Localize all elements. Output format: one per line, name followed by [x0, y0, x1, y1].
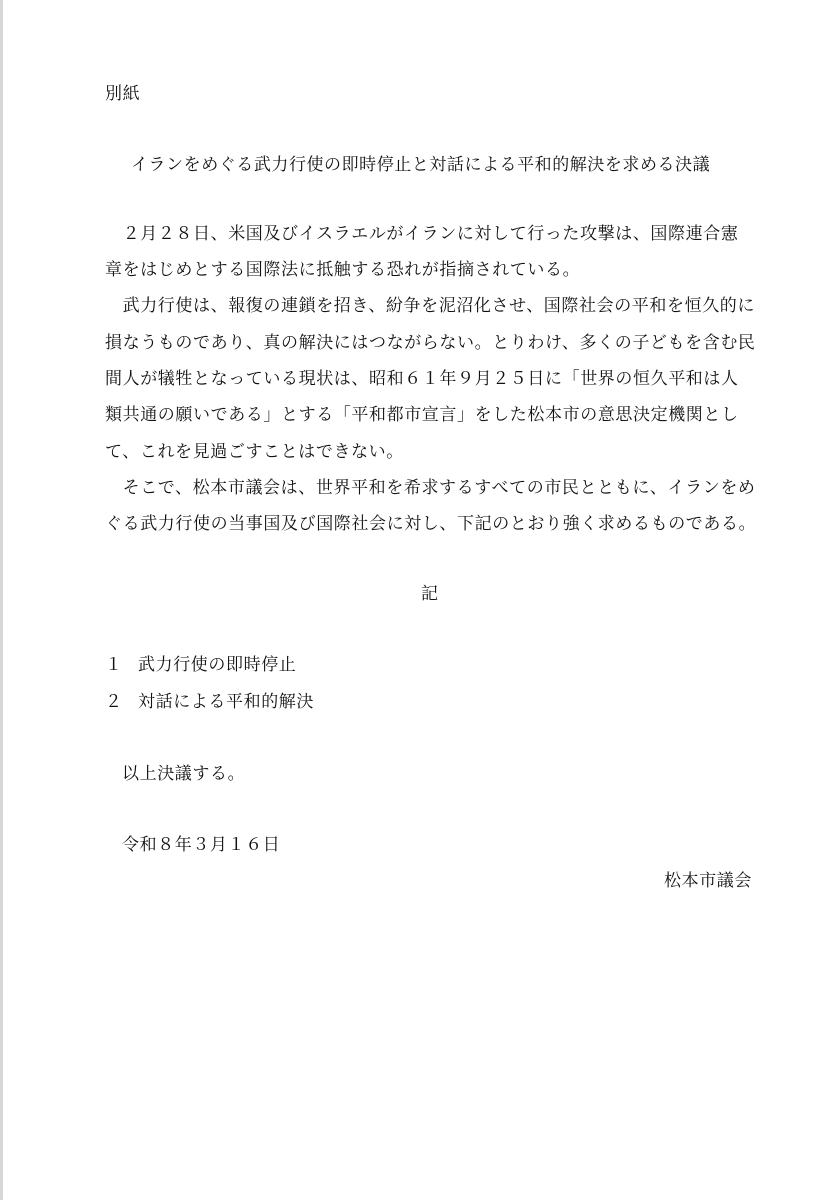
list-item-number: １ [105, 655, 123, 675]
signatory: 松本市議会 [664, 871, 752, 891]
paragraph-line: て、これを見過ごすことはできない。 [105, 442, 404, 462]
paragraph-line: ２月２８日、米国及びイスラエルがイランに対して行った攻撃は、国際連合憲 [105, 224, 739, 244]
paragraph-line: 章をはじめとする国際法に抵触する恐れが指摘されている。 [105, 260, 581, 280]
attachment-label: 別紙 [105, 84, 141, 104]
list-item-text: 武力行使の即時停止 [138, 655, 297, 675]
list-item-text: 対話による平和的解決 [138, 692, 314, 712]
document-date: 令和８年３月１６日 [122, 835, 281, 855]
list-item-number: ２ [105, 692, 123, 712]
page-left-edge [0, 0, 3, 1200]
paragraph-line: 間人が犠牲となっている現状は、昭和６１年９月２５日に「世界の恒久平和は人 [105, 369, 739, 389]
paragraph-line: 類共通の願いである」とする「平和都市宣言」をした松本市の意思決定機関とし [105, 405, 739, 425]
resolution-title: イランをめぐる武力行使の即時停止と対話による平和的解決を求める決議 [131, 155, 711, 175]
paragraph-line: ぐる武力行使の当事国及び国際社会に対し、下記のとおり強く求めるものである。 [105, 514, 757, 534]
paragraph-line: そこで、松本市議会は、世界平和を希求するすべての市民とともに、イランをめ [105, 478, 756, 498]
paragraph-line: 武力行使は、報復の連鎖を招き、紛争を泥沼化させ、国際社会の平和を恒久的に [105, 296, 756, 316]
paragraph-line: 損なうものであり、真の解決にはつながらない。とりわけ、多くの子どもを含む民 [105, 333, 756, 353]
ki-heading: 記 [421, 584, 439, 604]
closing-statement: 以上決議する。 [122, 764, 246, 784]
